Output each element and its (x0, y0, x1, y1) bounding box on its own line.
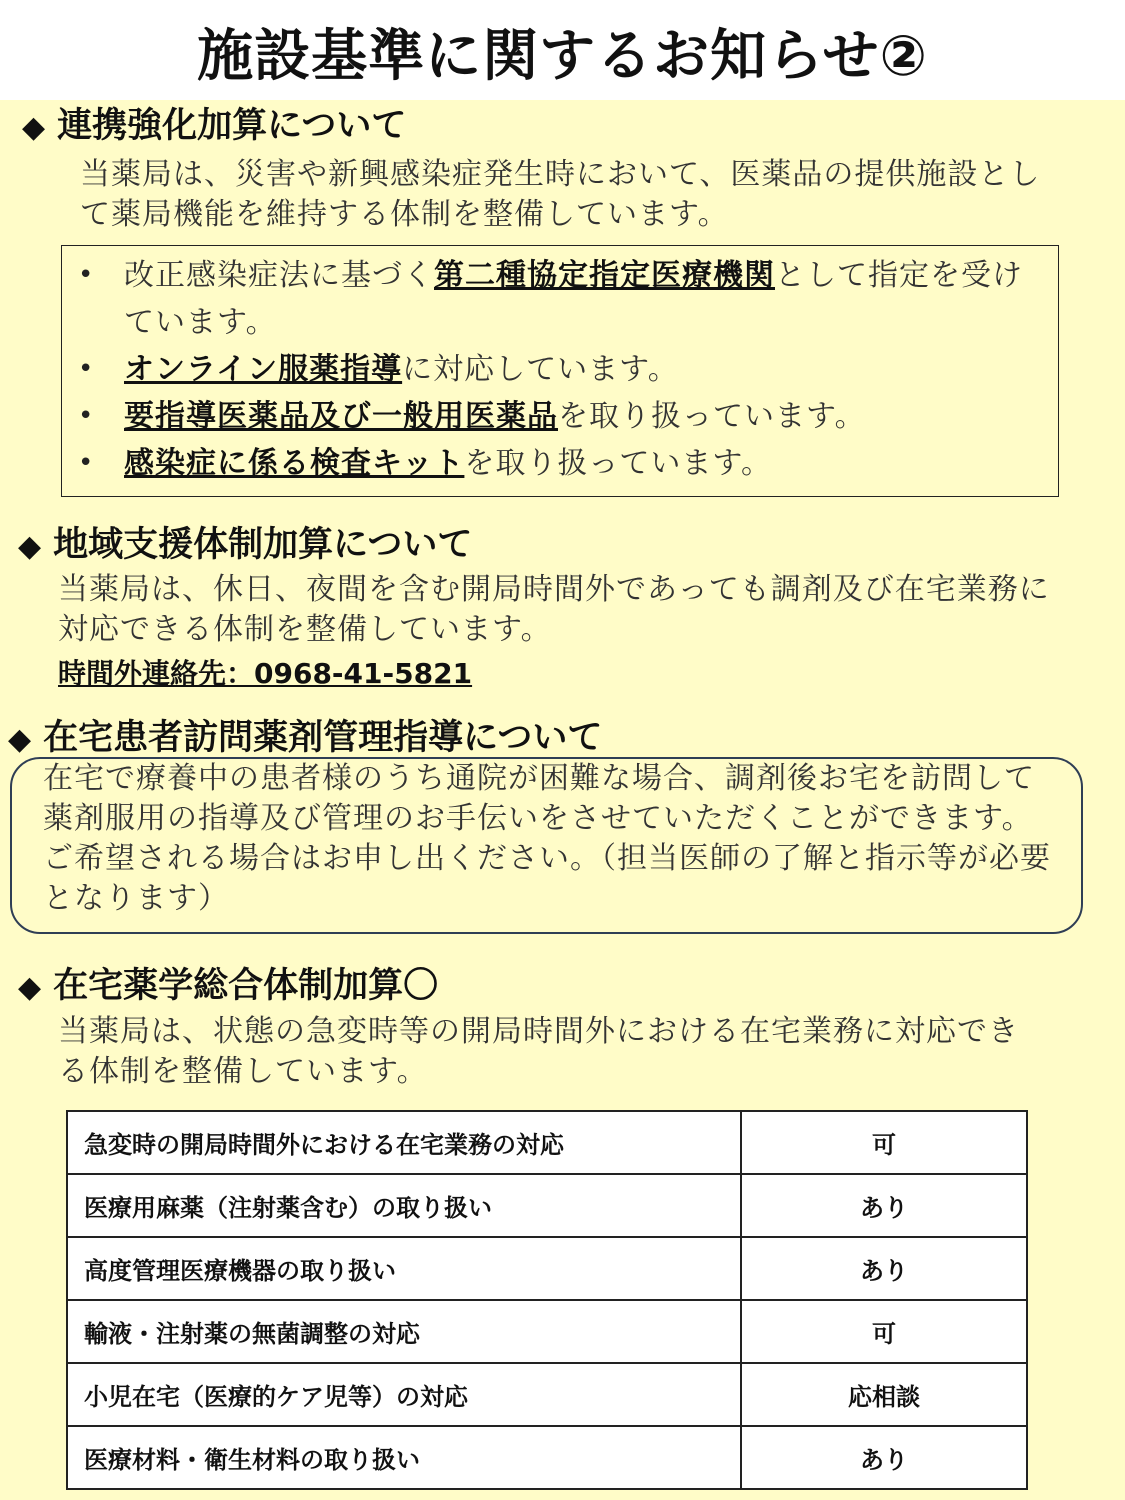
bullet-icon: • (78, 448, 95, 478)
zaitaku-yakugaku-table (66, 1110, 1028, 1490)
bullet-icon: • (78, 260, 95, 290)
table-cell-label: 医療用麻薬（注射薬含む）の取り扱い (67, 1174, 741, 1237)
renkei-item: • 感染症に係る検査キットを取り扱っています。 (62, 440, 1058, 487)
section-heading-chiiki: ◆ 地域支援体制加算について (18, 525, 473, 565)
bullet-icon: • (78, 354, 95, 384)
chiiki-description: 当薬局は、休日、夜間を含む開局時間外であっても調剤及び在宅業務に対応できる体制を整備しています。 (58, 572, 1050, 647)
table-row (67, 1300, 1027, 1363)
table-cell-value: 応相談 (741, 1363, 1027, 1426)
table-cell-value: あり (741, 1174, 1027, 1237)
section-heading-zaitaku-yakugaku: ◆ 在宅薬学総合体制加算〇 (18, 966, 439, 1006)
table-cell-value: 可 (741, 1111, 1027, 1174)
renkei-items-box (61, 245, 1059, 497)
table-cell-label: 医療材料・衛生材料の取り扱い (67, 1426, 741, 1489)
table-cell-label: 輸液・注射薬の無菌調整の対応 (67, 1300, 741, 1363)
zaitaku-houmon-box (10, 757, 1083, 934)
table-cell-value: あり (741, 1426, 1027, 1489)
diamond-bullet-icon: ◆ (18, 529, 42, 564)
diamond-bullet-icon: ◆ (8, 722, 32, 757)
table-row (67, 1426, 1027, 1489)
table-cell-value: 可 (741, 1300, 1027, 1363)
table-cell-label: 急変時の開局時間外における在宅業務の対応 (67, 1111, 741, 1174)
after-hours-contact: 時間外連絡先：0968-41-5821 (58, 657, 473, 690)
renkei-item: • 改正感染症法に基づく第二種協定指定医療機関として指定を受けています。 (62, 252, 1058, 346)
section-heading-zaitaku-houmon: ◆ 在宅患者訪問薬剤管理指導について (8, 718, 603, 758)
zaitaku-yakugaku-description: 当薬局は、状態の急変時等の開局時間外における在宅業務に対応できる体制を整備しています。 (58, 1014, 1019, 1089)
section-heading-renkei: ◆ 連携強化加算について (22, 106, 407, 146)
zaitaku-houmon-description: 在宅で療養中の患者様のうち通院が困難な場合、調剤後お宅を訪問して薬剤服用の指導及び管理のお手伝いをさせていただくことができます。ご希望される場合はお申し出ください。（担当医師の了解と指示等が必要となります） (43, 761, 1051, 916)
page-title: 施設基準に関するお知らせ② (197, 24, 928, 89)
title-band (0, 0, 1125, 100)
table-row (67, 1363, 1027, 1426)
bullet-icon: • (78, 401, 95, 431)
table-row (67, 1237, 1027, 1300)
table-row (67, 1111, 1027, 1174)
table-row (67, 1174, 1027, 1237)
diamond-bullet-icon: ◆ (18, 970, 42, 1005)
table-cell-value: あり (741, 1237, 1027, 1300)
renkei-item: • オンライン服薬指導に対応しています。 (62, 346, 1058, 393)
renkei-item: • 要指導医薬品及び一般用医薬品を取り扱っています。 (62, 393, 1058, 440)
notice-body (0, 100, 1125, 1500)
table-cell-label: 小児在宅（医療的ケア児等）の対応 (67, 1363, 741, 1426)
renkei-description: 当薬局は、災害や新興感染症発生時において、医薬品の提供施設として薬局機能を維持する体制を整備しています。 (80, 157, 1041, 232)
table-cell-label: 高度管理医療機器の取り扱い (67, 1237, 741, 1300)
diamond-bullet-icon: ◆ (22, 110, 46, 145)
